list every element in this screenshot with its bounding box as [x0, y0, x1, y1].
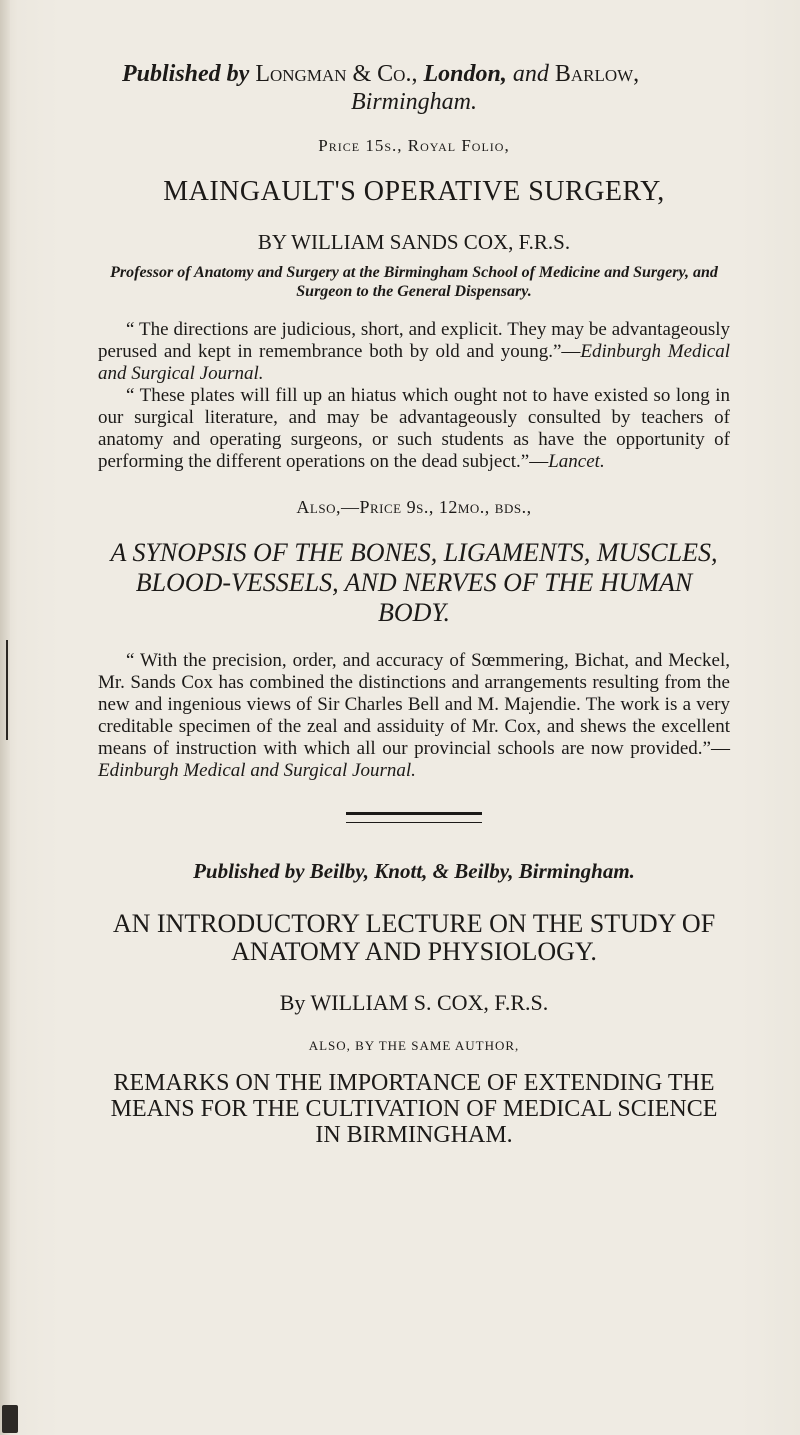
review-quote [98, 650, 730, 782]
ink-stain [2, 1405, 18, 1433]
publisher-name-2: Barlow, [554, 61, 640, 87]
review-quote [98, 385, 730, 473]
binding-shadow [0, 0, 10, 1435]
margin-rule [6, 640, 8, 740]
also-same-author-line: ALSO, BY THE SAME AUTHOR, [308, 1038, 520, 1053]
book-title-introductory-lecture: AN INTRODUCTORY LECTURE ON THE STUDY OF ANATOMY AND PHYSIOLOGY. [112, 909, 716, 966]
also-price-line: Also,—Price 9s., 12mo., bds., [296, 497, 532, 517]
publisher-city-2: Birmingham. [351, 89, 477, 115]
author-byline-2: By WILLIAM S. COX, F.R.S. [279, 990, 549, 1015]
review-source: Lancet. [548, 451, 605, 472]
review-quote-text: “ With the precision, order, and accuracy of Sœmmering, Bichat, and Meckel, Mr. Sands Cox has combined the distinctions and arrangements resulting from the new and ingenious views of Sir Charles Bell and M. Majendie. The work is a very creditable specimen of the zeal and assiduity of Mr. Cox, and shews the excellent means of instruction with which all our provincial schools are now provided.”— [98, 650, 730, 759]
and-word: and [512, 61, 549, 87]
publisher-line-2: Published by Beilby, Knott, & Beilby, Birmingham. [193, 859, 635, 883]
review-quote-text: “ The directions are judicious, short, and explicit. They may be advantageously perused and kept in remembrance both by old and young.”— [98, 319, 730, 362]
book-title-remarks: REMARKS ON THE IMPORTANCE OF EXTENDING THE MEANS FOR THE CULTIVATION OF MEDICAL SCIENCE IN BIRMINGHAM. [110, 1070, 718, 1148]
section-divider [346, 812, 482, 823]
review-quote-text: “ These plates will fill up an hiatus which ought not to have existed so long in our surgical literature, and may be advantageously consulted by teachers of anatomy and operating surgeons, or such students as have the opportunity of performing the different operations on the dead subject.”— [98, 385, 730, 472]
publisher-city: London, [423, 61, 507, 87]
published-prefix: Published by [122, 61, 250, 87]
book-title-operative-surgery: MAINGAULT'S OPERATIVE SURGERY, [163, 176, 665, 207]
review-source: Edinburgh Medical and Surgical Journal. [98, 341, 731, 384]
author-profession: Professor of Anatomy and Surgery at the Birmingham School of Medicine and Surgery, and Surgeon to the General Dispensary. [110, 264, 718, 300]
publisher-line [98, 60, 730, 88]
review-quote [98, 319, 730, 385]
publisher-name: Longman & Co., [255, 61, 418, 87]
price-line: Price 15s., Royal Folio, [318, 136, 510, 155]
author-byline: BY WILLIAM SANDS COX, F.R.S. [257, 230, 571, 254]
book-title-synopsis: A SYNOPSIS OF THE BONES, LIGAMENTS, MUSCLES, BLOOD-VESSELS, AND NERVES OF THE HUMAN BODY. [110, 538, 718, 627]
advertisement-content [98, 60, 730, 1148]
review-source: Edinburgh Medical and Surgical Journal. [98, 760, 416, 781]
